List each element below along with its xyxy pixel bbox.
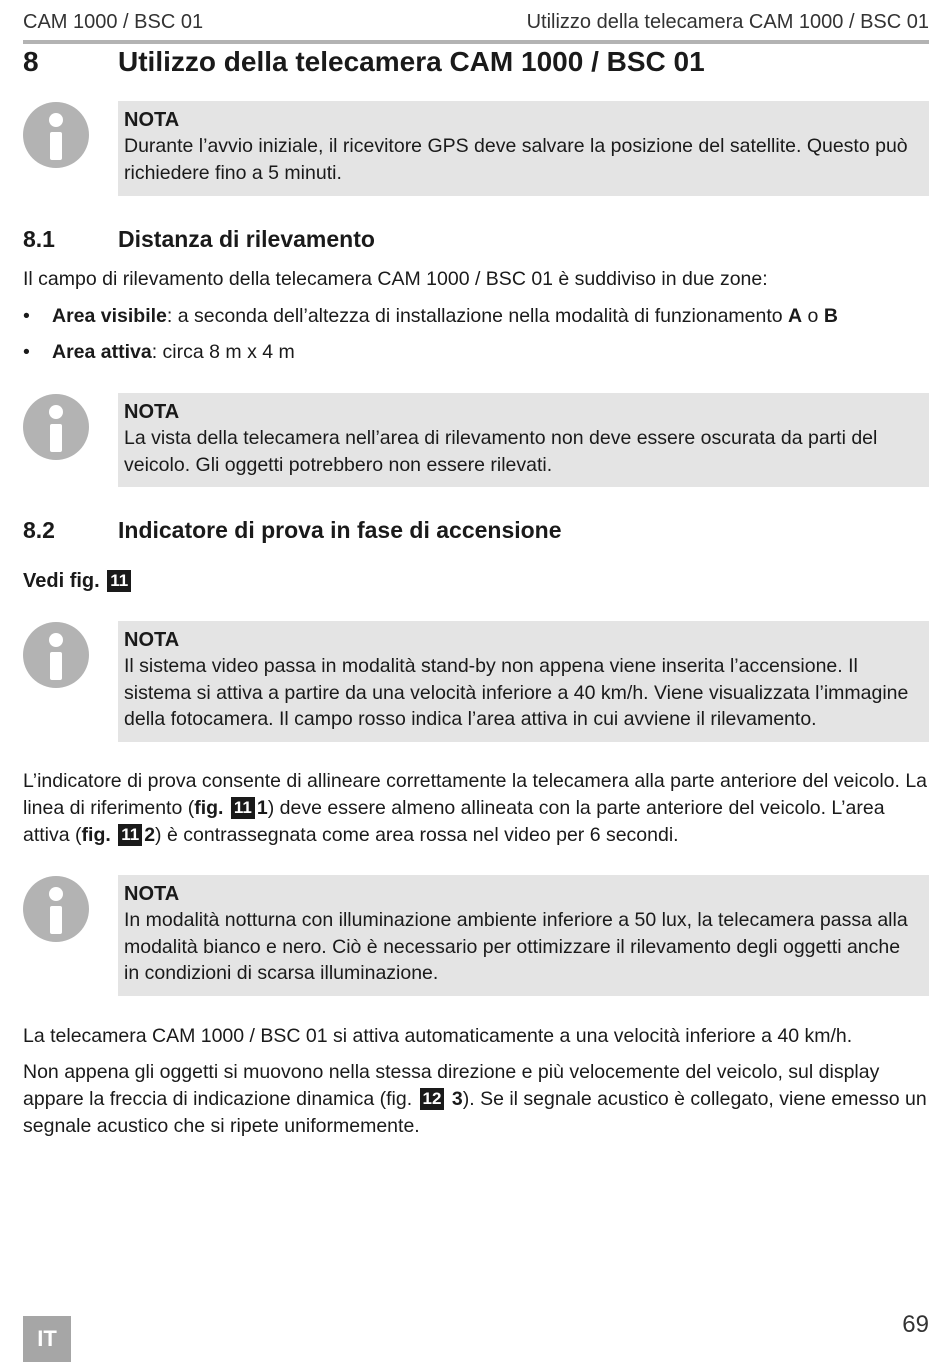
note-title: NOTA [124, 629, 180, 651]
text-run: Non appena gli oggetti si muovono nella stessa direzione e più velocemente del veicolo, sul display appare la freccia di indicazione dinamica (fig. [23, 1061, 880, 1110]
text-run: ) deve essere almeno allineata con la parte anteriore del veicolo. L’area attiva ( [23, 797, 885, 846]
text-run: ). Se il segnale acustico è collegato, viene emesso un segnale acustico che si ripete uniformemente. [23, 1088, 927, 1137]
page-number: 69 [902, 1311, 929, 1338]
note-block [23, 101, 929, 196]
figure-reference [23, 567, 133, 595]
bullet-term: Area attiva [52, 341, 152, 363]
section-title: Indicatore di prova in fase di accensione [118, 517, 562, 543]
note-block [23, 393, 929, 487]
see-fig-label: Vedi fig. [23, 570, 100, 592]
page-header [23, 8, 929, 44]
note-box [118, 875, 929, 996]
chapter-heading [23, 44, 705, 80]
figure-badge: 11 [107, 570, 131, 592]
figure-item: 1 [256, 797, 268, 819]
info-icon [23, 622, 89, 688]
note-text: Il sistema video passa in modalità stand-by non appena viene inserita l’accensione. Il sistema si attiva a partire da una velocità inferiore a 40 km/h. Viene visualizzata l’immagine della fotocamera. Il campo rosso indica l’area attiva in cui avviene il rilevamento. [124, 655, 909, 730]
note-box [118, 393, 929, 487]
figure-badge: 11 [231, 797, 255, 819]
paragraph [23, 1059, 929, 1140]
mode-b: B [823, 305, 838, 327]
figure-item: 3 [451, 1088, 463, 1110]
paragraph: La telecamera CAM 1000 / BSC 01 si attiva automaticamente a una velocità inferiore a 40 km/h. [23, 1025, 853, 1047]
note-block [23, 875, 929, 996]
figure-badge: 11 [118, 824, 142, 846]
info-icon [23, 102, 89, 168]
section-title: Distanza di rilevamento [118, 226, 375, 252]
figure-item: 2 [144, 824, 156, 846]
note-title: NOTA [124, 883, 180, 905]
chapter-number: 8 [23, 46, 39, 77]
paragraph [23, 768, 929, 849]
language-badge: IT [23, 1316, 71, 1362]
paragraph: Il campo di rilevamento della telecamera CAM 1000 / BSC 01 è suddiviso in due zone: [23, 268, 768, 290]
info-icon [23, 394, 89, 460]
header-product: CAM 1000 / BSC 01 [23, 11, 204, 33]
note-title: NOTA [124, 401, 180, 423]
note-text: La vista della telecamera nell’area di rilevamento non deve essere oscurata da parti del veicolo. Gli oggetti potrebbero non essere rilevati. [124, 427, 878, 476]
section-heading [23, 515, 562, 545]
section-heading [23, 224, 375, 254]
figure-badge: 12 [420, 1088, 445, 1110]
section-number: 8.2 [23, 517, 55, 543]
section-number: 8.1 [23, 226, 55, 252]
note-box [118, 621, 929, 742]
bullet-text: : circa 8 m x 4 m [151, 341, 295, 363]
fig-word: fig. [81, 824, 111, 846]
note-box [118, 101, 929, 196]
fig-word: fig. [194, 797, 224, 819]
note-title: NOTA [124, 109, 180, 131]
info-icon [23, 876, 89, 942]
header-chapter-title: Utilizzo della telecamera CAM 1000 / BSC 01 [526, 11, 929, 33]
text-run: ) è contrassegnata come area rossa nel video per 6 secondi. [155, 824, 679, 846]
note-text: In modalità notturna con illuminazione ambiente inferiore a 50 lux, la telecamera passa alla modalità bianco e nero. Ciò è necessario per ottimizzare il rilevamento degli oggetti anche in condizioni di scarsa illuminazione. [124, 909, 908, 984]
bullet-mark: • [23, 341, 30, 363]
mode-a: A [788, 305, 803, 327]
bullet-text: : a seconda dell’altezza di installazione nella modalità di funzionamento [166, 305, 789, 327]
bullet-term: Area visibile [52, 305, 167, 327]
text-run: L’indicatore di prova consente di allineare correttamente la telecamera alla parte anteriore del veicolo. La linea di riferimento ( [23, 770, 928, 819]
note-block [23, 621, 929, 742]
bullet-mark: • [23, 305, 30, 327]
bullet-joiner: o [802, 305, 824, 327]
note-text: Durante l’avvio iniziale, il ricevitore GPS deve salvare la posizione del satellite. Questo può richiedere fino a 5 minuti. [124, 135, 908, 184]
chapter-title: Utilizzo della telecamera CAM 1000 / BSC 01 [118, 46, 705, 77]
